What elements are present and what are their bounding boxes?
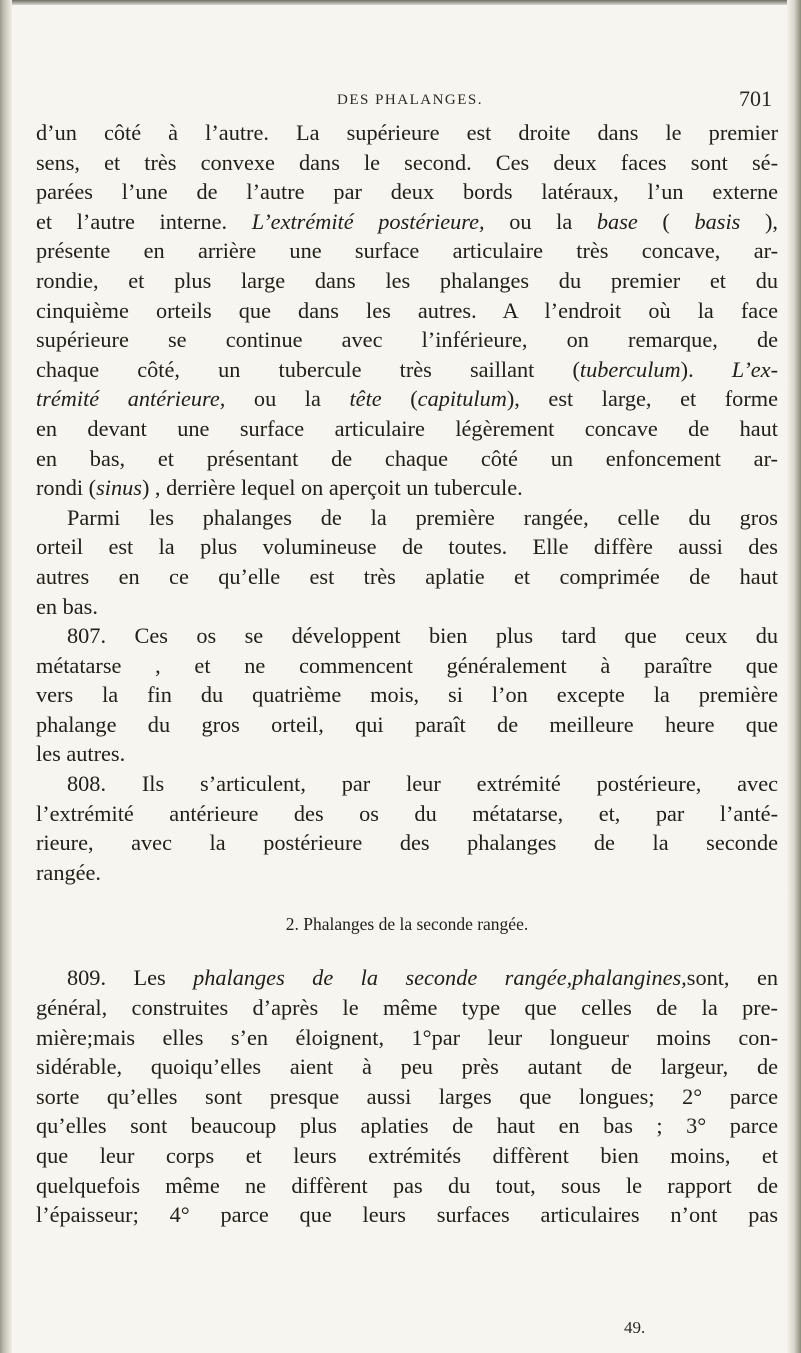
text-line: mière;mais elles s’en éloignent, 1°par leur longueur moins con- [36, 1024, 778, 1050]
italic-term: trémité antérieure, [36, 386, 226, 412]
text-run: 809. Les [67, 965, 194, 991]
italic-term: phalanges de la seconde rangée,phalangines, [193, 965, 687, 991]
text-line [36, 473, 778, 503]
text-line: Parmi les phalanges de la première rangée, celle du gros [67, 504, 778, 530]
text-line: parées l’une de l’autre par deux bords latéraux, l’un externe [36, 179, 778, 205]
page-header [40, 84, 780, 114]
text-run: chaque côté, un tubercule très saillant ( [36, 356, 580, 382]
text-line: que leur corps et leurs extrémités diffèrent bien moins, et [36, 1143, 778, 1168]
text-line: présente en arrière une surface articulaire très concave, ar- [36, 238, 778, 264]
text-run: ), est large, et forme [506, 386, 778, 412]
text-run: rondi ( [36, 475, 97, 501]
text-line [36, 207, 778, 237]
paragraph-809 [36, 963, 778, 1229]
page-edge-right [787, 0, 801, 1353]
text-line: général, construites d’après le même type que celles de la pre- [36, 995, 778, 1021]
binding-shadow-left [0, 0, 12, 1353]
text-line: les autres. [36, 741, 126, 767]
text-line: d’un côté à l’autre. La supérieure est droite dans le premier [36, 120, 778, 145]
paragraph-808 [36, 769, 778, 887]
text-line: en bas, et présentant de chaque côté un enfoncement ar- [36, 445, 778, 471]
italic-term: tête [349, 386, 382, 412]
page-number: 701 [739, 86, 772, 111]
text-line: rangée. [36, 859, 101, 885]
page-top-edge [0, 0, 801, 5]
text-run: ), [740, 208, 778, 234]
text-run: ( [637, 208, 695, 234]
text-run: ( [381, 386, 418, 412]
italic-term: capitulum [417, 386, 507, 412]
text-line: 807. Ces os se développent bien plus tard que ceux du [67, 623, 778, 649]
text-line [36, 355, 778, 385]
signature-mark: 49. [624, 1318, 646, 1337]
paragraph-807 [36, 621, 778, 769]
text-line: l’extrémité antérieure des os du métatarse, et, par l’anté- [36, 800, 778, 826]
text-line: en devant une surface articulaire légèrement concave de haut [36, 415, 778, 441]
text-line: quelquefois même ne diffèrent pas du tout, sous le rapport de [36, 1172, 778, 1198]
text-run: ). [680, 356, 732, 382]
section-heading: 2. Phalanges de la seconde rangée. [285, 914, 529, 935]
text-run: et l’autre interne. [36, 208, 252, 234]
text-run: ou la [484, 208, 597, 234]
text-line: sorte qu’elles sont presque aussi larges que longues; 2° parce [36, 1083, 778, 1109]
italic-term: sinus [96, 475, 142, 501]
text-line: vers la fin du quatrième mois, si l’on excepte la première [36, 682, 778, 708]
text-line: phalange du gros orteil, qui paraît de meilleure heure que [36, 711, 778, 737]
text-line: l’épaisseur; 4° parce que leurs surfaces articulaires n’ont pas [36, 1202, 778, 1228]
text-line: sidérable, quoiqu’elles aient à peu près autant de largeur, de [36, 1054, 778, 1080]
text-run: ) , derrière lequel on aperçoit un tubercule. [141, 475, 523, 501]
italic-term: tuberculum [579, 356, 681, 382]
italic-term: L’extrémité postérieure, [251, 208, 485, 234]
running-head: DES PHALANGES. [336, 92, 483, 108]
text-line: supérieure se continue avec l’inférieure, on remarque, de [36, 327, 778, 353]
text-run: ou la [225, 386, 350, 412]
text-line: autres en ce qu’elle est très aplatie et comprimée de haut [36, 563, 778, 589]
text-line: orteil est la plus volumineuse de toutes. Elle diffère aussi des [36, 534, 778, 560]
text-run: sont, en [686, 965, 778, 991]
paragraph-2 [36, 503, 778, 621]
text-line: qu’elles sont beaucoup plus aplaties de haut en bas ; 3° parce [36, 1113, 778, 1139]
italic-term: L’ex- [731, 356, 778, 382]
text-line: sens, et très convexe dans le second. Ces deux faces sont sé- [36, 149, 778, 175]
text-line [36, 963, 778, 993]
text-line: rondie, et plus large dans les phalanges du premier et du [36, 267, 778, 293]
italic-term: base [596, 208, 638, 234]
italic-term: basis [694, 208, 741, 234]
body-text [36, 118, 778, 1230]
text-line: en bas. [36, 593, 98, 619]
text-line: métatarse , et ne commencent généralement à paraître que [36, 652, 778, 678]
paragraph-1 [36, 118, 778, 503]
text-line: 808. Ils s’articulent, par leur extrémité postérieure, avec [67, 771, 778, 797]
text-line: cinquième orteils que dans les autres. A l’endroit où la face [36, 297, 778, 323]
text-line: rieure, avec la postérieure des phalanges de la seconde [36, 830, 778, 856]
text-line [36, 384, 778, 414]
